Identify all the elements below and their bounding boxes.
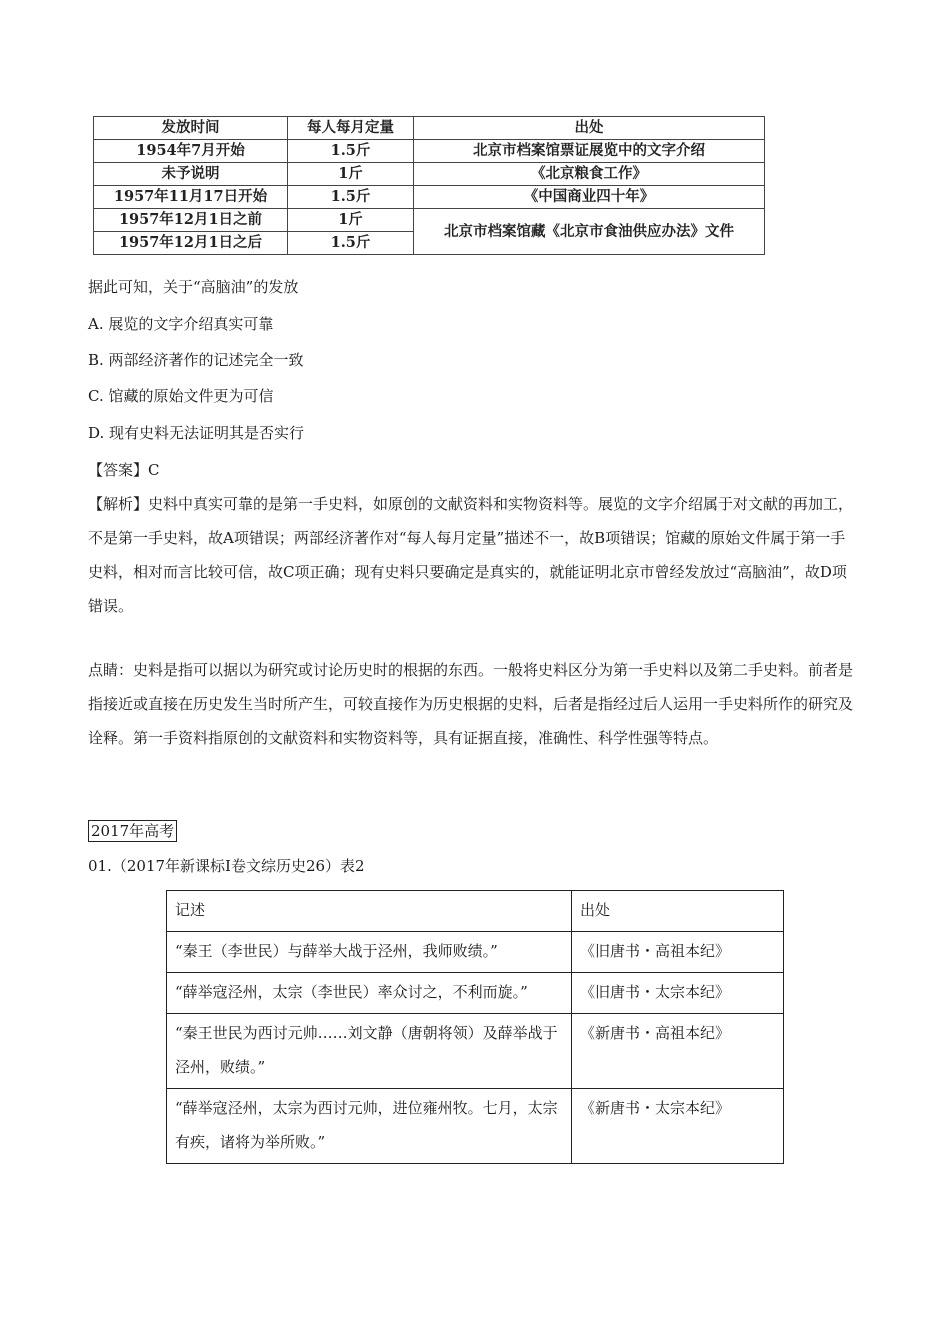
question-stem: 据此可知，关于“高脑油”的发放 (88, 278, 299, 296)
table-row (167, 1014, 784, 1089)
table-header-row (167, 891, 784, 932)
table-row (94, 140, 765, 163)
table-row (167, 1089, 784, 1164)
table-cell: “秦王（李世民）与薛举大战于泾州，我师败绩。” (167, 932, 572, 973)
answer: 【答案】C (88, 461, 160, 479)
table-header: 出处 (572, 891, 784, 932)
question2-title: 01.（2017年新课标Ⅰ卷文综历史26）表2 (88, 857, 365, 875)
option-b: B. 两部经济著作的记述完全一致 (88, 351, 304, 369)
table-cell: 《北京粮食工作》 (414, 163, 765, 186)
table-cell: 北京市档案馆藏《北京市食油供应办法》文件 (414, 209, 765, 255)
table-row (167, 932, 784, 973)
table-cell: “秦王世民为西讨元帅……刘文静（唐朝将领）及薛举战于泾州，败绩。” (167, 1014, 572, 1089)
option-c: C. 馆藏的原始文件更为可信 (88, 387, 274, 405)
records-table (166, 890, 784, 1164)
table-cell: “薛举寇泾州，太宗为西讨元帅，进位雍州牧。七月，太宗有疾，诸将为举所败。” (167, 1089, 572, 1164)
table-header: 发放时间 (94, 117, 288, 140)
table-cell: 1957年12月1日之前 (94, 209, 288, 232)
option-a: A. 展览的文字介绍真实可靠 (88, 315, 274, 333)
table-header: 出处 (414, 117, 765, 140)
table-row (167, 973, 784, 1014)
table-header-row (94, 117, 765, 140)
table-cell: 1斤 (288, 163, 414, 186)
table-cell: 1957年12月1日之后 (94, 232, 288, 255)
table-cell: 1954年7月开始 (94, 140, 288, 163)
note: 点睛：史料是指可以据以为研究或讨论历史时的根据的东西。一般将史料区分为第一手史料以及第二手史料。前者是指接近或直接在历史发生当时所产生，可较直接作为历史根据的史料，后者是指经过后人运用一手史料所作的研究及诠释。第一手资料指原创的文献资料和实物资料等，具有证据直接，准确性、科学性强等特点。 (88, 661, 854, 747)
table-cell: “薛举寇泾州，太宗（李世民）率众讨之，不利而旋。” (167, 973, 572, 1014)
table-cell: 未予说明 (94, 163, 288, 186)
table-cell: 《旧唐书・太宗本纪》 (572, 973, 784, 1014)
table-cell: 1.5斤 (288, 140, 414, 163)
table-header: 每人每月定量 (288, 117, 414, 140)
table-cell: 《新唐书・太宗本纪》 (572, 1089, 784, 1164)
table-cell: 《旧唐书・高祖本纪》 (572, 932, 784, 973)
option-d: D. 现有史料无法证明其是否实行 (88, 424, 305, 442)
ration-table (93, 116, 765, 255)
table-cell: 《中国商业四十年》 (414, 186, 765, 209)
table-cell: 1斤 (288, 209, 414, 232)
table-row (94, 186, 765, 209)
table-cell: 《新唐书・高祖本纪》 (572, 1014, 784, 1089)
table-row (94, 163, 765, 186)
table-cell: 1.5斤 (288, 232, 414, 255)
table-header: 记述 (167, 891, 572, 932)
section-label: 2017年高考 (88, 820, 177, 842)
table-cell: 北京市档案馆票证展览中的文字介绍 (414, 140, 765, 163)
table-row (94, 209, 765, 232)
table-cell: 1.5斤 (288, 186, 414, 209)
table-cell: 1957年11月17日开始 (94, 186, 288, 209)
analysis (88, 487, 860, 623)
analysis-label: 【解析】 (88, 495, 149, 513)
analysis-text: 史料中真实可靠的是第一手史料，如原创的文献资料和实物资料等。展览的文字介绍属于对文献的再加工，不是第一手史料，故A项错误；两部经济著作对“每人每月定量”描述不一，故B项错误；馆藏的原始文件属于第一手史料，相对而言比较可信，故C项正确；现有史料只要确定是真实的，就能证明北京市曾经发放过“高脑油”，故D项错误。 (88, 495, 854, 615)
